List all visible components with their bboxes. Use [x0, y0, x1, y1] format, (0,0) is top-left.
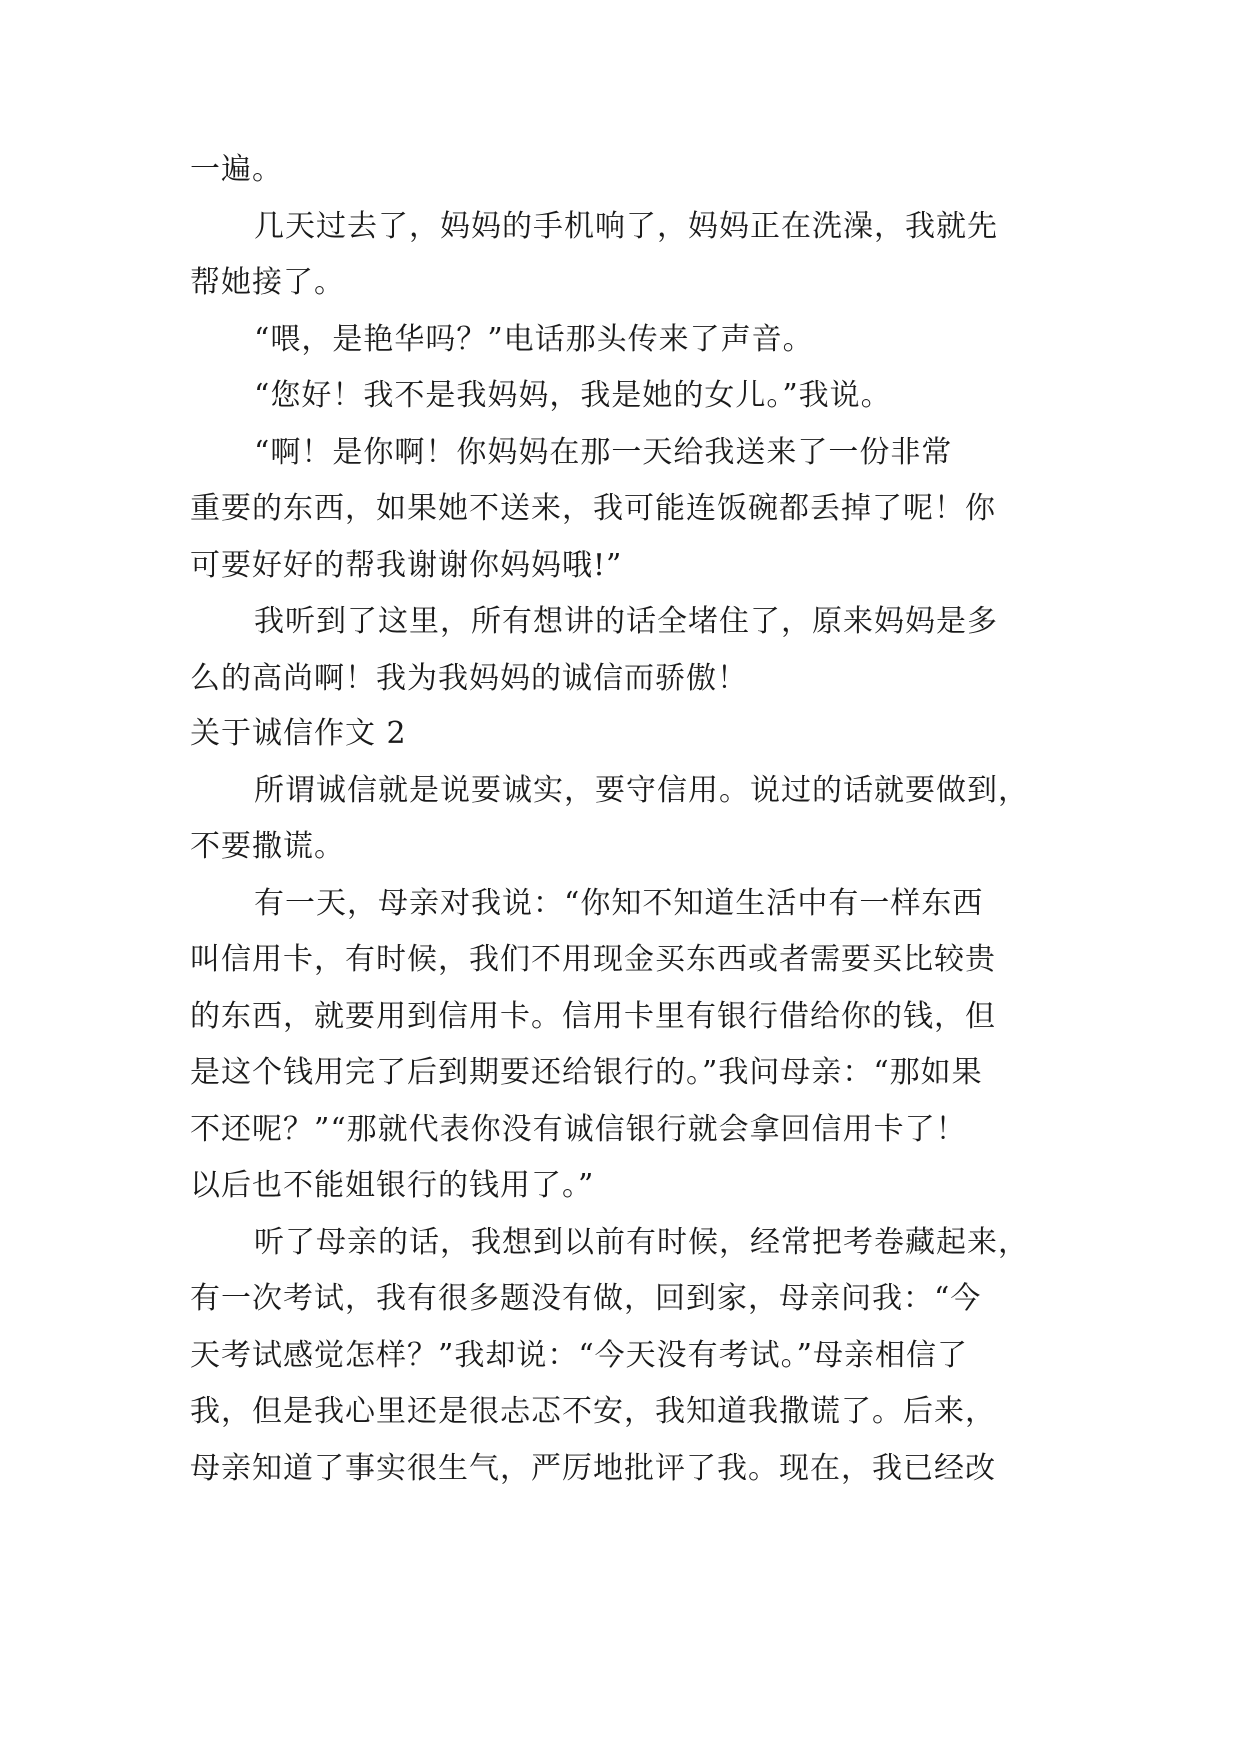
- text-line: 有一天，母亲对我说：“你知不知道生活中有一样东西: [254, 886, 984, 921]
- text-line: 母亲知道了事实很生气，严厉地批评了我。现在，我已经改: [190, 1451, 996, 1486]
- text-line: 么的高尚啊！我为我妈妈的诚信而骄傲！: [190, 661, 748, 696]
- text-line: 一遍。: [190, 152, 283, 187]
- text-line: 叫信用卡，有时候，我们不用现金买东西或者需要买比较贵: [190, 942, 996, 977]
- text-line: 我听到了这里，所有想讲的话全堵住了，原来妈妈是多: [254, 604, 998, 639]
- text-line: 以后也不能姐银行的钱用了。”: [190, 1168, 595, 1203]
- text-line: 我，但是我心里还是很忐忑不安，我知道我撒谎了。后来，: [190, 1394, 996, 1429]
- text-line: 天考试感觉怎样？”我却说：“今天没有考试。”母亲相信了: [190, 1338, 969, 1373]
- text-line: 有一次考试，我有很多题没有做，回到家，母亲问我：“今: [190, 1281, 982, 1316]
- text-line: 几天过去了，妈妈的手机响了，妈妈正在洗澡，我就先: [254, 209, 998, 244]
- text-line: “喂，是艳华吗？”电话那头传来了声音。: [254, 322, 814, 357]
- text-line: 帮她接了。: [190, 265, 345, 300]
- text-line: 可要好好的帮我谢谢你妈妈哦!”: [190, 548, 623, 583]
- text-line: “您好！我不是我妈妈，我是她的女儿。”我说。: [254, 378, 892, 413]
- section-heading: 关于诚信作文 2: [190, 716, 407, 751]
- text-line: 不还呢？”“那就代表你没有诚信银行就会拿回信用卡了！: [190, 1112, 967, 1147]
- text-line: 不要撒谎。: [190, 829, 345, 864]
- text-line: 的东西，就要用到信用卡。信用卡里有银行借给你的钱，但: [190, 999, 996, 1034]
- text-line: 所谓诚信就是说要诚实，要守信用。说过的话就要做到，: [254, 773, 1029, 808]
- text-line: “啊！是你啊！你妈妈在那一天给我送来了一份非常: [254, 435, 953, 470]
- text-line: 重要的东西，如果她不送来，我可能连饭碗都丢掉了呢！你: [190, 491, 996, 526]
- text-line: 是这个钱用完了后到期要还给银行的。”我问母亲：“那如果: [190, 1055, 983, 1090]
- text-line: 听了母亲的话，我想到以前有时候，经常把考卷藏起来，: [254, 1225, 1029, 1260]
